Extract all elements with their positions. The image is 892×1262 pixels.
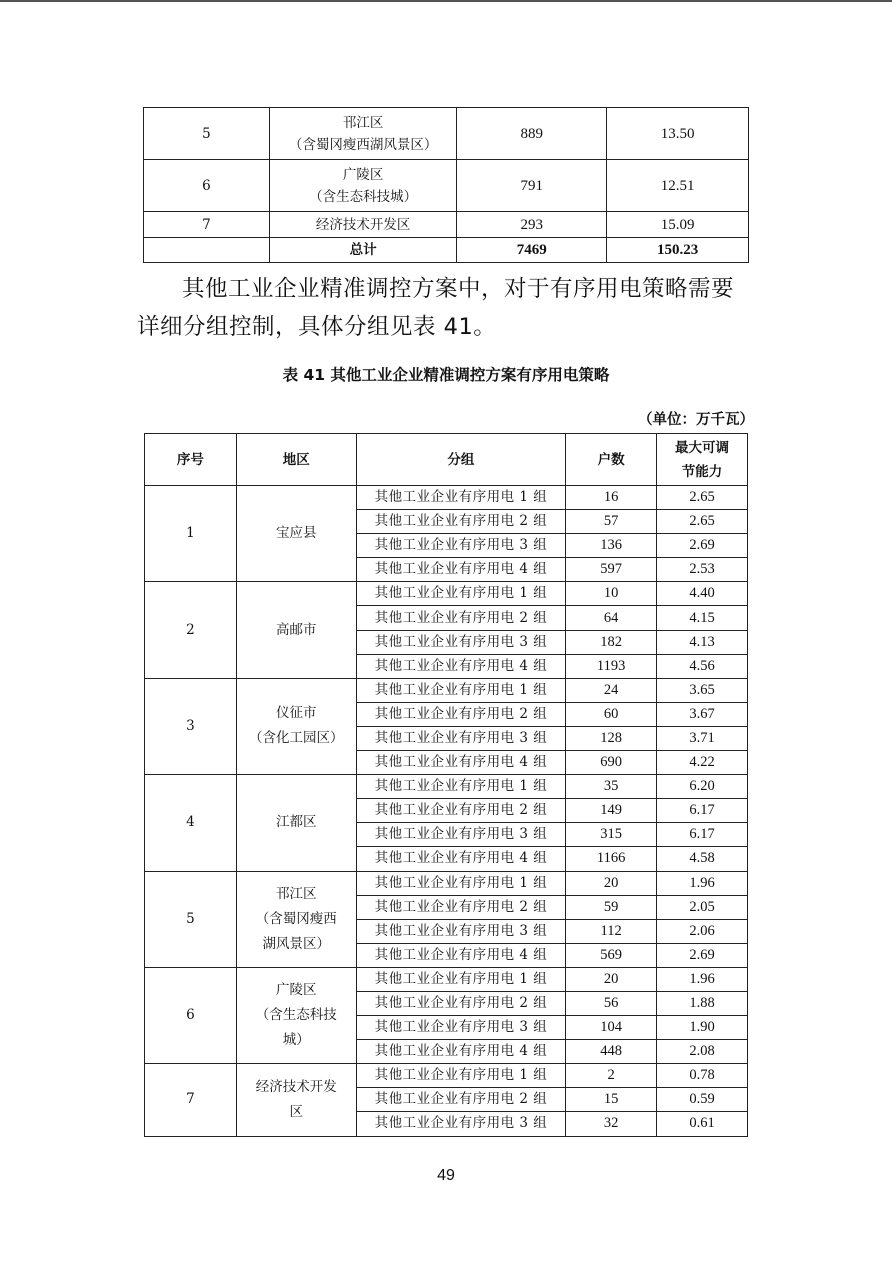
row-count: 889 — [457, 108, 607, 160]
group-count: 448 — [566, 1040, 657, 1064]
region-no: 7 — [145, 1064, 237, 1136]
region-no: 3 — [145, 678, 237, 774]
group-name: 其他工业企业有序用电 1 组 — [356, 486, 566, 510]
group-capacity: 4.13 — [657, 630, 748, 654]
group-capacity: 6.17 — [657, 799, 748, 823]
row-region — [269, 212, 457, 238]
group-capacity: 4.56 — [657, 654, 748, 678]
table-row — [145, 967, 748, 991]
region-line: （含蜀冈瘦西 — [255, 910, 337, 927]
group-count: 59 — [566, 895, 657, 919]
region-line: 城） — [282, 1032, 310, 1049]
group-capacity: 2.08 — [657, 1040, 748, 1064]
group-name: 其他工业企业有序用电 1 组 — [356, 678, 566, 702]
group-name: 其他工业企业有序用电 3 组 — [356, 919, 566, 943]
region-no: 4 — [145, 775, 237, 871]
continued-summary-table — [143, 107, 749, 263]
region-line: 区 — [289, 1103, 303, 1120]
group-count: 136 — [566, 534, 657, 558]
region-name — [236, 582, 356, 678]
table-row — [145, 678, 748, 702]
region-line: （含生态科技城） — [309, 188, 418, 205]
header-no: 序号 — [145, 434, 237, 486]
header-region: 地区 — [236, 434, 356, 486]
group-name: 其他工业企业有序用电 4 组 — [356, 751, 566, 775]
paragraph-line-2: 详细分组控制，具体分组见表 41。 — [137, 314, 497, 340]
region-line: 仪征市 — [275, 705, 317, 722]
group-capacity: 2.06 — [657, 919, 748, 943]
group-name: 其他工业企业有序用电 2 组 — [356, 991, 566, 1015]
group-capacity: 3.65 — [657, 678, 748, 702]
body-paragraph — [137, 270, 767, 346]
region-no: 6 — [145, 967, 237, 1063]
table-row — [144, 212, 749, 238]
region-line: 江都区 — [275, 814, 317, 831]
row-capacity: 12.51 — [607, 160, 749, 212]
group-capacity: 3.71 — [657, 726, 748, 750]
header-group: 分组 — [356, 434, 566, 486]
region-line: 经济技术开发 — [255, 1078, 337, 1095]
group-capacity: 1.88 — [657, 991, 748, 1015]
row-no: 5 — [144, 108, 270, 160]
table-row — [145, 486, 748, 510]
paragraph-line-1: 其他工业企业精准调控方案中，对于有序用电策略需要 — [182, 276, 735, 302]
group-count: 149 — [566, 799, 657, 823]
group-count: 1166 — [566, 847, 657, 871]
region-line: （含蜀冈瘦西湖风景区） — [288, 136, 438, 153]
group-count: 10 — [566, 582, 657, 606]
region-no: 2 — [145, 582, 237, 678]
group-capacity: 0.78 — [657, 1064, 748, 1088]
ordered-power-strategy-table — [144, 433, 748, 1137]
group-count: 20 — [566, 967, 657, 991]
group-count: 1193 — [566, 654, 657, 678]
row-no: 6 — [144, 160, 270, 212]
header-count: 户数 — [566, 434, 657, 486]
group-capacity: 4.15 — [657, 606, 748, 630]
header-capacity — [657, 434, 748, 486]
table-row — [145, 582, 748, 606]
region-name — [236, 678, 356, 774]
region-no: 5 — [145, 871, 237, 967]
group-count: 35 — [566, 775, 657, 799]
group-name: 其他工业企业有序用电 1 组 — [356, 871, 566, 895]
group-capacity: 1.96 — [657, 967, 748, 991]
table-caption: 表 41 其他工业企业精准调控方案有序用电策略 — [282, 366, 610, 384]
group-name: 其他工业企业有序用电 4 组 — [356, 1040, 566, 1064]
region-line: 邗江区 — [342, 114, 384, 131]
group-capacity: 0.61 — [657, 1112, 748, 1136]
group-capacity: 3.67 — [657, 702, 748, 726]
row-count: 791 — [457, 160, 607, 212]
region-line: 邗江区 — [275, 885, 317, 902]
group-count: 60 — [566, 702, 657, 726]
group-name: 其他工业企业有序用电 2 组 — [356, 606, 566, 630]
group-capacity: 4.40 — [657, 582, 748, 606]
unit-label: （单位：万千瓦） — [638, 412, 754, 428]
group-name: 其他工业企业有序用电 2 组 — [356, 510, 566, 534]
total-label: 总计 — [269, 238, 457, 263]
row-count: 293 — [457, 212, 607, 238]
region-line: 高邮市 — [275, 621, 317, 638]
region-name — [236, 967, 356, 1063]
group-capacity: 0.59 — [657, 1088, 748, 1112]
region-line: 经济技术开发区 — [315, 216, 411, 233]
group-capacity: 2.69 — [657, 943, 748, 967]
table-row — [145, 871, 748, 895]
region-name — [236, 871, 356, 967]
group-name: 其他工业企业有序用电 1 组 — [356, 775, 566, 799]
group-count: 57 — [566, 510, 657, 534]
group-name: 其他工业企业有序用电 1 组 — [356, 1064, 566, 1088]
group-name: 其他工业企业有序用电 1 组 — [356, 582, 566, 606]
region-name — [236, 486, 356, 582]
group-name: 其他工业企业有序用电 3 组 — [356, 534, 566, 558]
region-line: （含化工园区） — [248, 730, 344, 747]
row-capacity: 13.50 — [607, 108, 749, 160]
group-name: 其他工业企业有序用电 2 组 — [356, 702, 566, 726]
group-count: 597 — [566, 558, 657, 582]
group-name: 其他工业企业有序用电 2 组 — [356, 1088, 566, 1112]
region-line: 湖风景区） — [262, 935, 330, 952]
row-no: 7 — [144, 212, 270, 238]
region-name — [236, 1064, 356, 1136]
group-count: 104 — [566, 1016, 657, 1040]
group-count: 182 — [566, 630, 657, 654]
region-no: 1 — [145, 486, 237, 582]
row-region — [269, 108, 457, 160]
region-line: 广陵区 — [275, 982, 317, 999]
region-line: （含生态科技 — [255, 1007, 337, 1024]
total-no — [144, 238, 270, 263]
group-count: 20 — [566, 871, 657, 895]
table-row — [145, 775, 748, 799]
group-count: 32 — [566, 1112, 657, 1136]
group-capacity: 2.05 — [657, 895, 748, 919]
row-capacity: 15.09 — [607, 212, 749, 238]
group-capacity: 1.96 — [657, 871, 748, 895]
top-border-line — [0, 0, 892, 2]
group-name: 其他工业企业有序用电 4 组 — [356, 654, 566, 678]
continued-summary-table-body — [144, 108, 749, 263]
group-capacity: 2.65 — [657, 510, 748, 534]
group-count: 56 — [566, 991, 657, 1015]
total-capacity: 150.23 — [607, 238, 749, 263]
group-name: 其他工业企业有序用电 4 组 — [356, 943, 566, 967]
table-header-row — [145, 434, 748, 486]
group-capacity: 6.20 — [657, 775, 748, 799]
table-row — [144, 108, 749, 160]
group-count: 112 — [566, 919, 657, 943]
group-capacity: 2.65 — [657, 486, 748, 510]
group-capacity: 6.17 — [657, 823, 748, 847]
total-row — [144, 238, 749, 263]
group-count: 15 — [566, 1088, 657, 1112]
group-count: 690 — [566, 751, 657, 775]
group-name: 其他工业企业有序用电 1 组 — [356, 967, 566, 991]
group-name: 其他工业企业有序用电 2 组 — [356, 799, 566, 823]
table-row — [145, 1064, 748, 1088]
region-line: 广陵区 — [342, 166, 384, 183]
row-region — [269, 160, 457, 212]
group-name: 其他工业企业有序用电 3 组 — [356, 726, 566, 750]
group-capacity: 4.22 — [657, 751, 748, 775]
page-number: 49 — [437, 1167, 455, 1184]
group-count: 2 — [566, 1064, 657, 1088]
header-capacity-line-1: 最大可调 — [675, 439, 730, 456]
group-count: 315 — [566, 823, 657, 847]
group-capacity: 2.53 — [657, 558, 748, 582]
group-count: 569 — [566, 943, 657, 967]
ordered-power-strategy-table-body — [145, 486, 748, 1137]
region-line: 宝应县 — [275, 525, 317, 542]
group-capacity: 1.90 — [657, 1016, 748, 1040]
group-capacity: 4.58 — [657, 847, 748, 871]
group-name: 其他工业企业有序用电 3 组 — [356, 630, 566, 654]
group-name: 其他工业企业有序用电 4 组 — [356, 558, 566, 582]
header-capacity-line-2: 节能力 — [681, 463, 723, 480]
group-name: 其他工业企业有序用电 3 组 — [356, 1016, 566, 1040]
group-capacity: 2.69 — [657, 534, 748, 558]
region-name — [236, 775, 356, 871]
group-count: 128 — [566, 726, 657, 750]
table-row — [144, 160, 749, 212]
group-count: 16 — [566, 486, 657, 510]
group-name: 其他工业企业有序用电 2 组 — [356, 895, 566, 919]
group-name: 其他工业企业有序用电 4 组 — [356, 847, 566, 871]
group-name: 其他工业企业有序用电 3 组 — [356, 1112, 566, 1136]
group-count: 64 — [566, 606, 657, 630]
total-count: 7469 — [457, 238, 607, 263]
group-name: 其他工业企业有序用电 3 组 — [356, 823, 566, 847]
group-count: 24 — [566, 678, 657, 702]
